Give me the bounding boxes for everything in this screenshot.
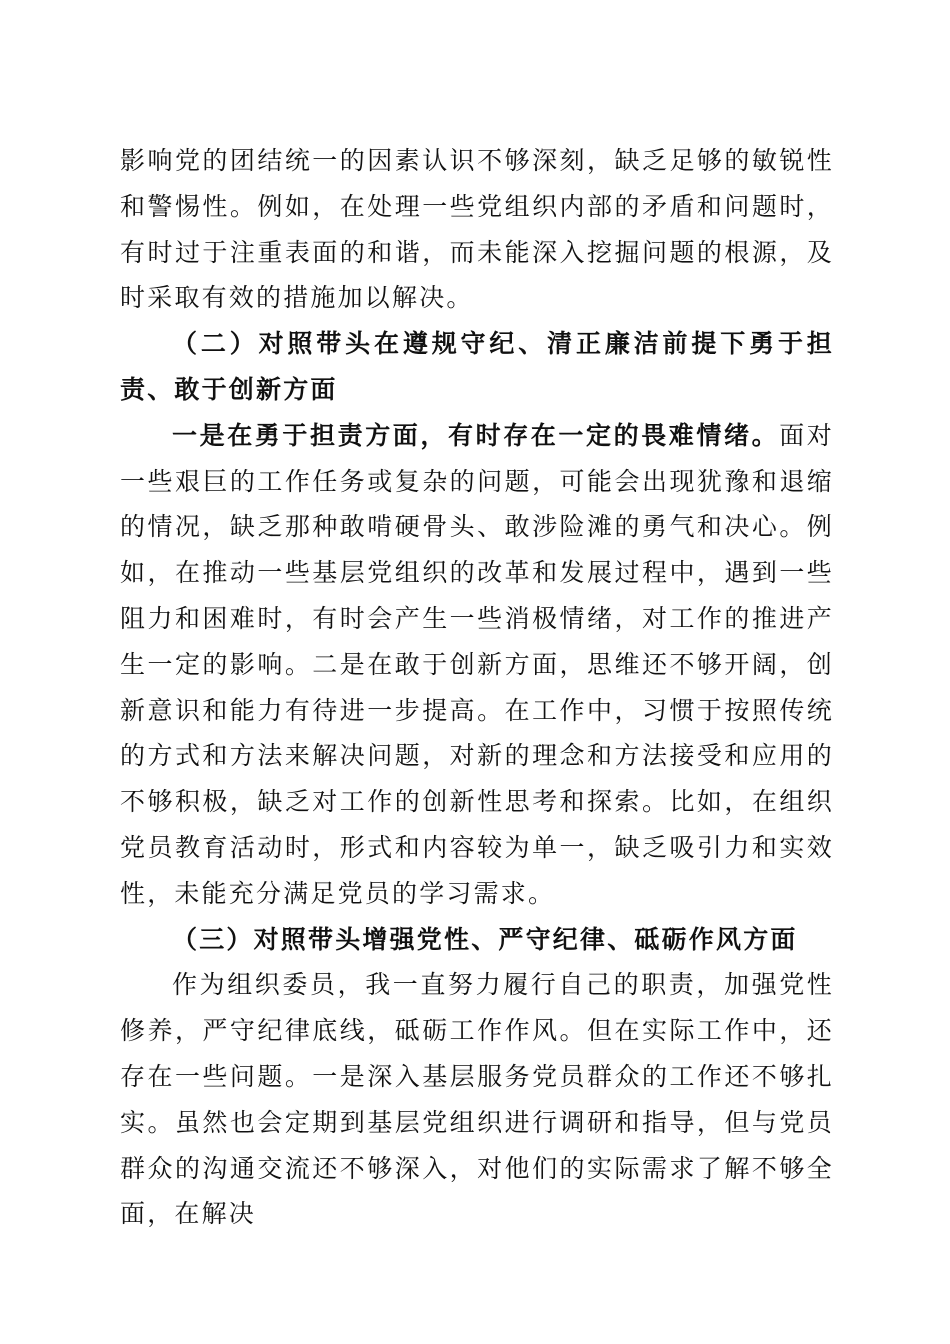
paragraph-party-discipline: 作为组织委员，我一直努力履行自己的职责，加强党性修养，严守纪律底线，砥砺工作作风。但在实际工作中，还存在一些问题。一是深入基层服务党员群众的工作还不够扎实。虽然也会定期到基层党组织进行调研和指导，但与党员群众的沟通交流还不够深入，对他们的实际需求了解不够全面，在解决 (120, 970, 834, 1229)
section-heading-3: （三）对照带头增强党性、严守纪律、砥砺作风方面 (172, 924, 798, 954)
section-heading-2: （二）对照带头在遵规守纪、清正廉洁前提下勇于担责、敢于创新方面 (120, 329, 834, 404)
paragraph-lead-sentence: 一是在勇于担责方面，有时存在一定的畏难情绪。 (172, 420, 780, 450)
document-body (120, 138, 834, 1237)
paragraph-body-text: 面对一些艰巨的工作任务或复杂的问题，可能会出现犹豫和退缩的情况，缺乏那种敢啃硬骨头、敢涉险滩的勇气和决心。例如，在推动一些基层党组织的改革和发展过程中，遇到一些阻力和困难时，有时会产生一些消极情绪，对工作的推进产生一定的影响。二是在敢于创新方面，思维还不够开阔，创新意识和能力有待进一步提高。在工作中，习惯于按照传统的方式和方法来解决问题，对新的理念和方法接受和应用的不够积极，缺乏对工作的创新性思考和探索。比如，在组织党员教育活动时，形式和内容较为单一，缺乏吸引力和实效性，未能充分满足党员的学习需求。 (120, 420, 835, 908)
paragraph-responsibility-innovation (120, 413, 834, 917)
paragraph-continuation: 影响党的团结统一的因素认识不够深刻，缺乏足够的敏锐性和警惕性。例如，在处理一些党组织内部的矛盾和问题时，有时过于注重表面的和谐，而未能深入挖掘问题的根源，及时采取有效的措施加以解决。 (120, 146, 834, 313)
